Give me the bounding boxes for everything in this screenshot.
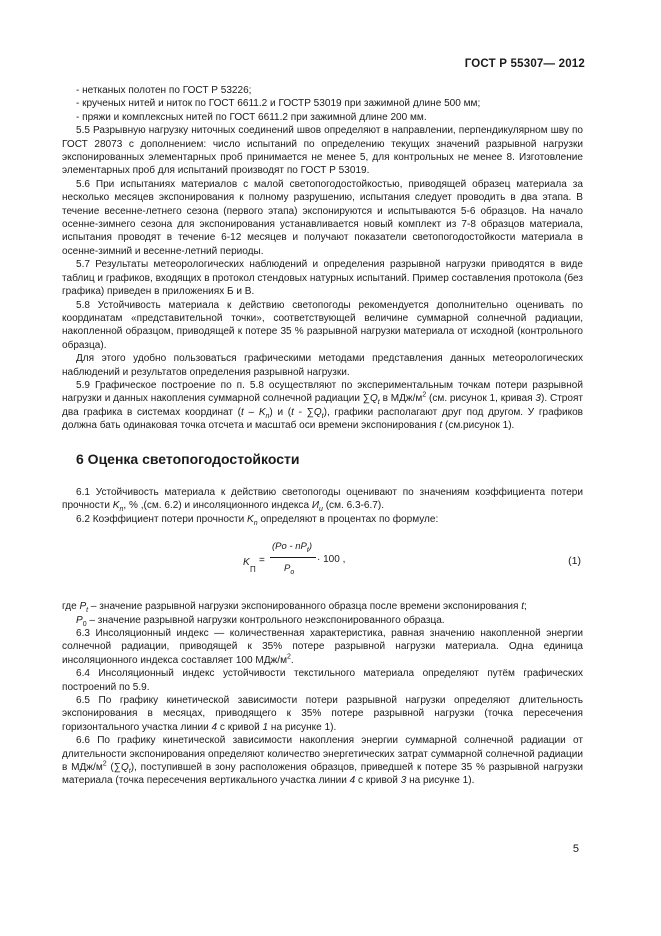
paragraph-5-8: 5.8 Устойчивость материала к действию светопогоды рекомендуется дополнительно оценивать по координатам «представительной точки», соответствующей величине суммарной солнечной радиации, накопленной образцом, приводящей к потере 35 % разрывной нагрузки материала от исходной (контрольного образца). [62,299,583,351]
formula-fraction-bar [270,557,316,558]
paragraph-5-8-note: Для этого удобно пользоваться графическими методами представления данных метеорологических наблюдений и результатов определения разрывной нагрузки. [62,353,583,378]
formula-number: (1) [568,555,581,568]
formula-numerator: $(Po - nP_t)$ [272,541,312,555]
paragraph-5-9: 5.9 Графическое построение по п. 5.8 осуществляют по экспериментальным точкам потери разрывной нагрузки и данных накопления суммарной солнечной радиации $\sum Q_t$ в МДж/$м^2$ (см. рисунок 1, кривая 3). Строят два графика в системах координат $(t - K_n)$ и $(t - \sum Q_t)$, графики располагают друг под другом. У графиков должна бать одинаковая точка отсчета и масштаб оси времени экспонирования t (см.рисунок 1). [62,379,584,432]
page-content [62,84,583,788]
paragraph-6-1: 6.1 Устойчивость материала к действию светопогоды оценивают по значениям коэффициента потери прочности $K_n$, % ,(см. 6.2) и инсоляционного индекса $И_и$ (см. 6.3-6.7). [62,486,583,514]
paragraph-5-6: 5.6 При испытаниях материалов с малой светопогодостойкостью, приводящей образец материала за несколько месяцев экспонирования к полному разрушению, испытания следует проводить в два этапа. В течение весенне-летнего сезона (первого этапа) экспонируются и испытываются 5-6 образцов. На начало осенне-зимнего сезона для экспонирования устанавливается новый комплект из 7-8 образцов материала, испытания проводят в течение 6-12 месяцев и получают показатели светопогодостойкости материала в осенне-зимний и весенне-летний периоды. [62,178,583,257]
paragraph-6-5: 6.5 По графику кинетической зависимости потери разрывной нагрузки определяют длительность экспонирования в месяцах, приводящего к 35% потере разрывной нагрузки (точка пересечения горизонтального участка линии 4 с кривой 1 на рисунке 1). [62,695,583,733]
formula-denominator: $P_o$ [284,563,295,577]
formula-k: K [243,557,250,569]
paragraph-6-6: 6.6 По графику кинетической зависимости накопления энергии суммарной солнечной радиации от длительности экспонирования определяют количество энергетических затрат суммарной солнечной радиации в МДж/$м^2$ $(\sum Q_t)$, поступившей в зону расположения образцов, приведшей к потере 35 % разрывной нагрузки материала (точка пересечения вертикального участка линии 4 с кривой 3 на рисунке 1). [62,735,583,787]
paragraph-6-4: 6.4 Инсоляционный индекс устойчивости текстильного материала определяют путём графических построений по 5.9. [62,668,583,693]
list-item: - крученых нитей и ниток по ГОСТ 6611.2 и ГОСТР 53019 при зажимной длине 500 мм; [76,98,481,110]
where-pt: где $P_t$ – значение разрывной нагрузки экспонированного образца после времени экспонирования t; [62,601,527,615]
list-item: - пряжи и комплексных нитей по ГОСТ 6611.2 при зажимной длине 200 мм. [76,111,427,123]
document-header: ГОСТ Р 55307— 2012 [464,58,585,70]
list-item: - нетканых полотен по ГОСТ Р 53226; [76,85,252,96]
section-6-title: 6 Оценка светопогодостойкости [76,450,300,467]
paragraph-5-5: 5.5 Разрывную нагрузку ниточных соединений швов определяют в направлении, перпендикулярном шву по ГОСТ 28073 с дополнением: число испытаний по определению текущих значений разрывной нагрузки экспонированных элементарных проб принимается не менее 5, для контрольных не менее 8. Изготовление элементарных проб для испытаний производят по ГОСТ Р 53019. [62,125,583,177]
paragraph-6-2: 6.2 Коэффициент потери прочности $K_n$ определяют в процентах по формуле: [76,513,439,527]
paragraph-6-3: 6.3 Инсоляционный индекс — количественная характеристика, равная значению накопленной энергии солнечной радиации, приводящей к 35% потере разрывной нагрузки материала. Одна единица инсоляционного индекса составляет 100 МДж/$м^2$. [62,628,583,666]
formula-1 [62,540,583,592]
paragraph-5-7: 5.7 Результаты метеорологических наблюдений и определения разрывной нагрузки приводятся в виде таблиц и графиков, входящих в протокол стендовых натурных испытаний. Пример составления протокола (без графика) приведен в приложениях Б и В. [62,259,583,298]
formula-k-subscript: П [250,565,256,575]
page-number: 5 [572,843,579,855]
formula-equals: = [259,555,265,567]
where-p0: $P_0$ – значение разрывной нагрузки контрольного неэкспонированного образца. [76,614,445,628]
formula-multiplier: · 100 , [317,554,346,566]
